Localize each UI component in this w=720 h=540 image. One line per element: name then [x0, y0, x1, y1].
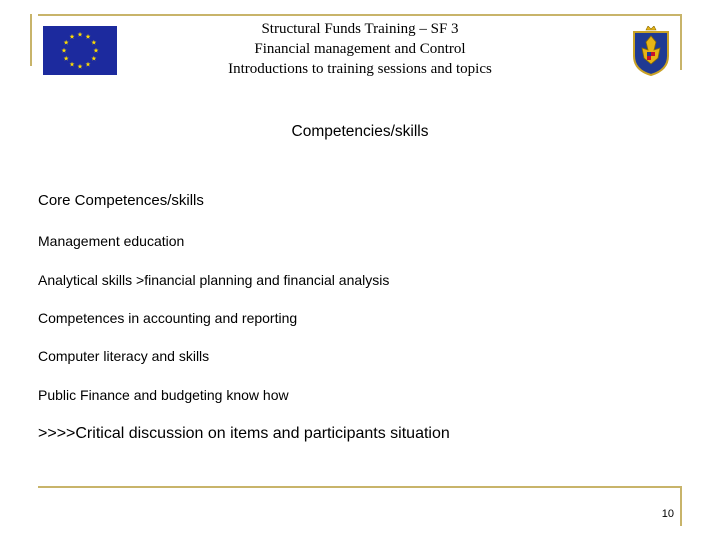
- slide-header: [150, 19, 570, 79]
- eu-star-icon: [70, 34, 75, 39]
- footer-rule-right: [680, 486, 682, 526]
- header-line-2: Financial management and Control: [254, 41, 466, 57]
- eu-star-icon: [64, 40, 69, 45]
- eu-star-icon: [86, 62, 91, 67]
- eu-star-icon: [78, 32, 83, 37]
- header-rule-right: [680, 14, 682, 70]
- romania-coat-of-arms-icon: [630, 26, 672, 76]
- footer-rule: [38, 486, 680, 488]
- list-item: Analytical skills >financial planning and financial analysis: [38, 272, 390, 288]
- eu-star-icon: [86, 34, 91, 39]
- eu-star-icon: [91, 56, 96, 61]
- eu-star-icon: [62, 48, 67, 53]
- eu-star-icon: [70, 62, 75, 67]
- eu-star-icon: [78, 64, 83, 69]
- list-item: Computer literacy and skills: [38, 348, 210, 364]
- eu-star-icon: [64, 56, 69, 61]
- header-rule-left: [30, 14, 32, 66]
- list-item: Management education: [38, 233, 185, 249]
- list-item: Competences in accounting and reporting: [38, 310, 298, 326]
- header-line-1: Structural Funds Training – SF 3: [261, 21, 459, 37]
- eu-flag-icon: [43, 26, 117, 75]
- section-title: Competencies/skills: [291, 123, 429, 140]
- page-number: 10: [661, 508, 674, 520]
- list-item: Public Finance and budgeting know how: [38, 387, 289, 403]
- eu-star-icon: [94, 48, 99, 53]
- eu-star-icon: [91, 40, 96, 45]
- discussion-item: >>>>Critical discussion on items and participants situation: [38, 425, 450, 442]
- core-heading: Core Competences/skills: [38, 192, 204, 209]
- header-line-3: Introductions to training sessions and topics: [228, 61, 492, 77]
- header-rule: [38, 14, 680, 16]
